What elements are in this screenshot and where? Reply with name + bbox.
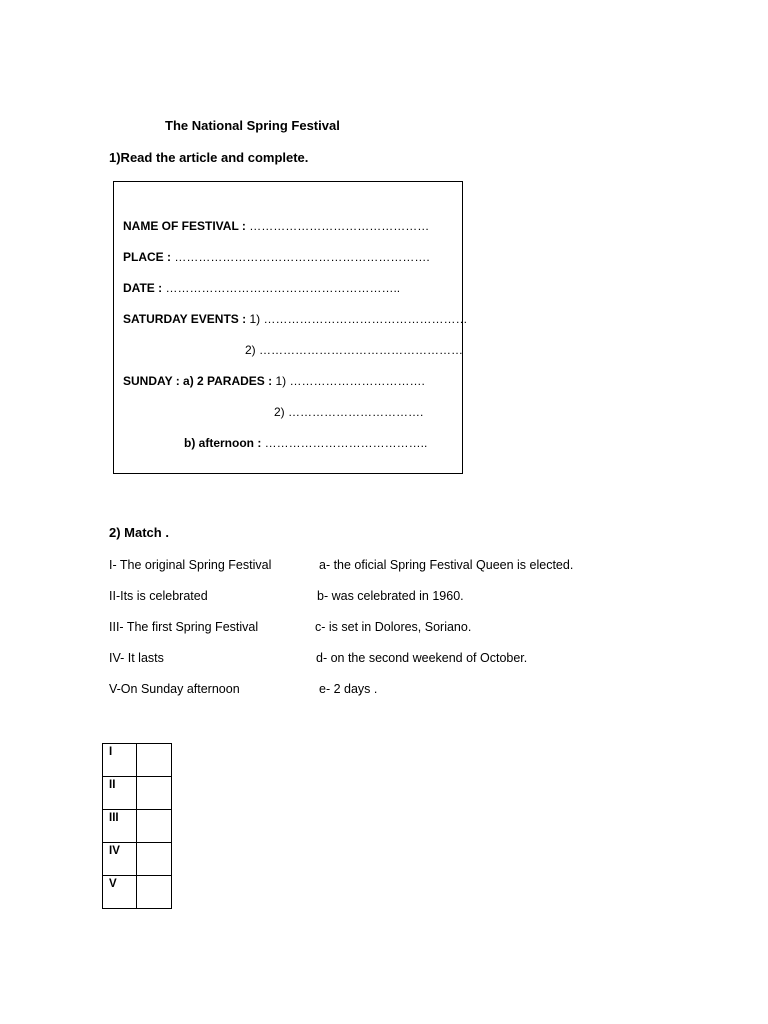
match-left-item: II-Its is celebrated xyxy=(109,589,208,603)
match-right-item: c- is set in Dolores, Soriano. xyxy=(315,620,472,634)
place-label: PLACE : xyxy=(123,250,171,264)
answer-row-label: III xyxy=(103,810,137,843)
match-right-item: d- on the second weekend of October. xyxy=(316,651,528,665)
answer-row xyxy=(103,777,172,810)
name-blank[interactable]: ……………………………………… xyxy=(249,219,430,233)
answer-row xyxy=(103,744,172,777)
sunday-label: SUNDAY : a) 2 PARADES : xyxy=(123,374,273,388)
name-label: NAME OF FESTIVAL : xyxy=(123,219,246,233)
form-row-saturday xyxy=(123,312,468,326)
date-blank[interactable]: ………………………………………………….. xyxy=(165,281,401,295)
match-right-item: a- the oficial Spring Festival Queen is elected. xyxy=(319,558,574,572)
place-blank[interactable]: ………………………………………………………. xyxy=(174,250,430,264)
answer-row xyxy=(103,843,172,876)
question-1-heading: 1)Read the article and complete. xyxy=(109,150,309,165)
answer-cell[interactable] xyxy=(137,810,172,843)
form-row-sunday xyxy=(123,374,425,388)
match-right-item: e- 2 days . xyxy=(319,682,378,696)
answer-cell[interactable] xyxy=(137,876,172,909)
answer-row xyxy=(103,810,172,843)
answer-row-label: I xyxy=(103,744,137,777)
answer-row-label: IV xyxy=(103,843,137,876)
answer-cell[interactable] xyxy=(137,744,172,777)
answer-cell[interactable] xyxy=(137,843,172,876)
question-2-heading: 2) Match . xyxy=(109,525,169,540)
answer-row xyxy=(103,876,172,909)
afternoon-label: b) afternoon : xyxy=(184,436,262,450)
answer-row-label: II xyxy=(103,777,137,810)
sunday-parade-blank-2[interactable]: 2) ……………………………. xyxy=(274,405,424,419)
form-row-afternoon xyxy=(184,436,427,450)
worksheet-title: The National Spring Festival xyxy=(165,118,340,133)
afternoon-blank[interactable]: ………………………………….. xyxy=(264,436,428,450)
saturday-blank-1[interactable]: 1) …………………………………………… xyxy=(249,312,468,326)
date-label: DATE : xyxy=(123,281,163,295)
match-left-item: IV- It lasts xyxy=(109,651,164,665)
match-left-item: V-On Sunday afternoon xyxy=(109,682,240,696)
form-row-date xyxy=(123,281,400,295)
saturday-label: SATURDAY EVENTS : xyxy=(123,312,247,326)
saturday-blank-2[interactable]: 2) …………………………………………… xyxy=(245,343,464,357)
form-row-place xyxy=(123,250,430,264)
match-left-item: III- The first Spring Festival xyxy=(109,620,259,634)
answer-grid xyxy=(102,743,172,909)
match-right-item: b- was celebrated in 1960. xyxy=(317,589,464,603)
form-row-name xyxy=(123,219,429,233)
festival-form-box xyxy=(113,181,468,474)
sunday-parade-blank-1[interactable]: 1) ……………………………. xyxy=(275,374,425,388)
match-left-item: I- The original Spring Festival xyxy=(109,558,272,572)
answer-row-label: V xyxy=(103,876,137,909)
answer-cell[interactable] xyxy=(137,777,172,810)
